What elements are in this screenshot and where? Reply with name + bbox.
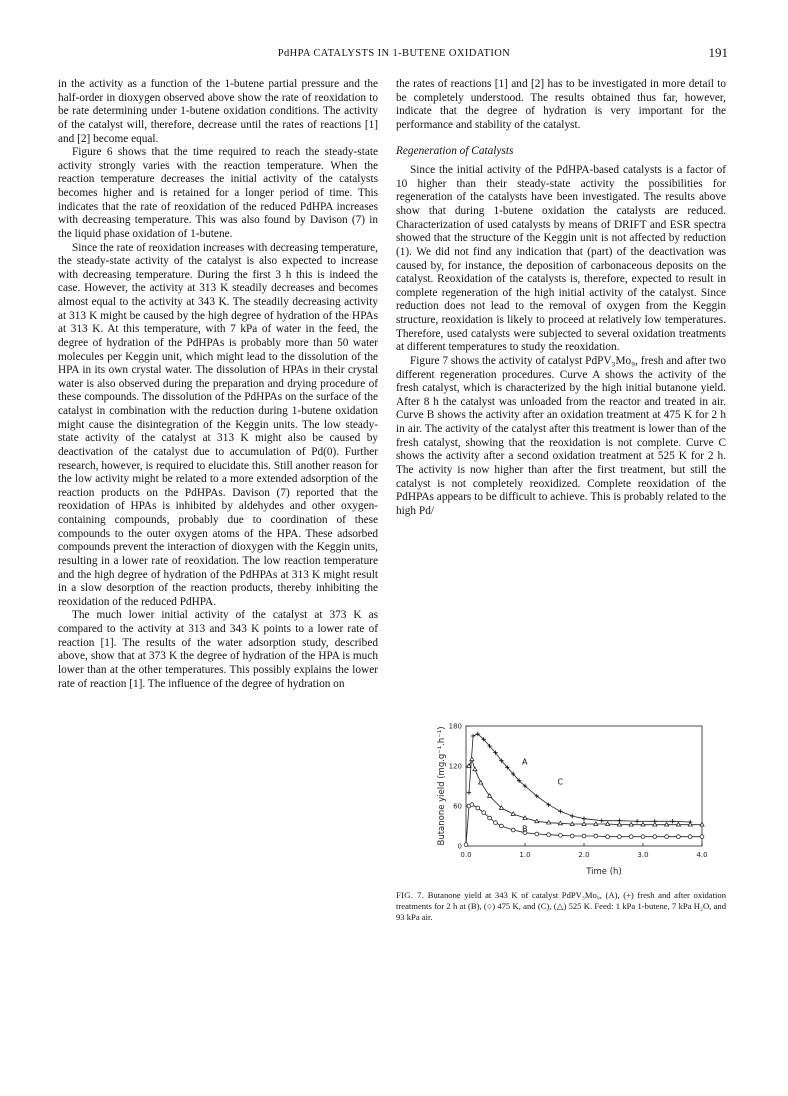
point-B bbox=[494, 821, 498, 825]
point-C bbox=[653, 822, 657, 826]
point-A bbox=[582, 816, 586, 820]
running-title: PdHPA CATALYSTS IN 1-BUTENE OXIDATION bbox=[277, 48, 511, 59]
point-B bbox=[618, 835, 622, 839]
curve-label-B: B bbox=[522, 824, 528, 834]
point-C bbox=[594, 822, 598, 826]
point-C bbox=[470, 757, 474, 761]
x-tick-label: 1.0 bbox=[519, 851, 531, 859]
point-C bbox=[641, 822, 645, 826]
point-C bbox=[606, 822, 610, 826]
point-A bbox=[670, 819, 674, 823]
point-B bbox=[547, 833, 551, 837]
point-A bbox=[570, 814, 574, 818]
point-B bbox=[470, 803, 474, 807]
point-B bbox=[570, 834, 574, 838]
point-B bbox=[594, 834, 598, 838]
page-number: 191 bbox=[708, 45, 728, 60]
point-B bbox=[488, 816, 492, 820]
point-B bbox=[677, 835, 681, 839]
x-tick-label: 4.0 bbox=[696, 851, 708, 859]
point-C bbox=[665, 822, 669, 826]
point-C bbox=[688, 822, 692, 826]
point-A bbox=[635, 819, 639, 823]
point-A bbox=[467, 790, 471, 794]
point-C bbox=[473, 767, 477, 771]
series-line-C bbox=[469, 759, 702, 824]
point-B bbox=[511, 828, 515, 832]
curve-label-C: C bbox=[557, 777, 564, 787]
right-column bbox=[396, 78, 726, 518]
caption-label: FIG. 7. bbox=[396, 890, 425, 900]
point-C bbox=[676, 822, 680, 826]
point-B bbox=[559, 833, 563, 837]
x-tick-label: 0.0 bbox=[460, 851, 472, 859]
point-B bbox=[535, 832, 539, 836]
paragraph: Figure 6 shows that the time required to reach the steady-state activity strongly varies with the reaction temperature. When the reaction temperature decreases the initial activity of the catalysts becomes higher and is retained for a longer period of time. This indicates that the rate of reoxidation of the reduced PdHPA increases with decreasing temperature. This was also found by Davison (7) in the liquid phase oxidation of 1-butene. bbox=[58, 146, 378, 240]
point-B bbox=[641, 835, 645, 839]
x-tick-label: 3.0 bbox=[637, 851, 649, 859]
section-heading: Regeneration of Catalysts bbox=[396, 144, 514, 157]
point-C bbox=[582, 822, 586, 826]
paragraph: The much lower initial activity of the catalyst at 373 K as compared to the activity at 313 and 343 K points to a lower rate of reaction [1]. The results of the water adsorption study, described above, show that at 373 K the degree of hydration of the HPA is much lower than at the other temperatures. This possibly explains the lower rate of reaction [1]. The influence of the degree of hydration on bbox=[58, 609, 378, 690]
point-A bbox=[558, 809, 562, 813]
point-C bbox=[700, 822, 704, 826]
caption-text: Butanone yield at 343 K of catalyst PdPV₃Mo₉, (A), (+) fresh and after oxidation treatments for 2 h at (B), (○) 475 K, and (C), (△) 525 K. Feed: 1 kPa 1-butene, 7 kPa H₂O, and 93 kPa air. bbox=[396, 890, 726, 923]
figure-caption bbox=[396, 890, 726, 924]
paragraph: Since the initial activity of the PdHPA-based catalysts is a factor of 10 higher than their steady-state activity the possibilities for regeneration of the catalysts have been investigated. The results above show that during 1-butene oxidation the catalysts are reduced. Characterization of used catalysts by means of DRIFT and ESR spectra showed that the structure of the Keggin unit is not affected by reduction (1). We did not find any indication that (part) of the deactivation was caused by, for instance, the deposition of carbonaceous deposits on the catalyst. Reoxidation of the catalysts is, therefore, expected to result in complete regeneration of the high initial activity of the catalyst. Since reduction does not lead to the removal of oxygen from the Keggin structure, reoxidation is likely to proceed at relatively low temperatures. Therefore, used catalysts were subjected to several oxidation treatments at different temperatures to study the reoxidation. bbox=[396, 164, 726, 354]
point-B bbox=[464, 843, 468, 847]
paragraph: in the activity as a function of the 1-butene partial pressure and the half-order in dioxygen observed above show the rate of reoxidation to be rate determining under 1-butene oxidation conditions. The activity of the catalyst will, therefore, decrease until the rates of reactions [1] and [2] become equal. bbox=[58, 78, 378, 145]
point-B bbox=[629, 835, 633, 839]
paragraph: the rates of reactions [1] and [2] has to be investigated in more detail to be completely understood. The results obtained thus far, however, indicate that the degree of hydration is very important for the performance and stability of the catalyst. bbox=[396, 78, 726, 131]
point-A bbox=[600, 818, 604, 822]
y-tick-label: 60 bbox=[453, 802, 462, 811]
point-B bbox=[476, 806, 480, 810]
point-C bbox=[629, 822, 633, 826]
point-B bbox=[688, 835, 692, 839]
y-tick-label: 180 bbox=[448, 722, 462, 731]
butanone-yield-chart bbox=[396, 718, 726, 888]
y-tick-label: 120 bbox=[448, 762, 462, 771]
point-B bbox=[500, 824, 504, 828]
y-tick-label: 0 bbox=[457, 842, 462, 851]
curve-label-A: A bbox=[522, 757, 528, 767]
page-header bbox=[0, 44, 788, 64]
figure-7 bbox=[396, 718, 726, 888]
paragraph: Figure 7 shows the activity of catalyst PdPV₃Mo₉, fresh and after two different regeneration procedures. Curve A shows the activity of the fresh catalyst, which is characterized by the high initial butanone yield. After 8 h the catalyst was unloaded from the reactor and treated in air. Curve B shows the activity after an oxidation treatment at 475 K for 2 h in air. The activity of the catalyst after this treatment is lower than of the fresh catalyst, showing that the reoxidation is not complete. Curve C shows the activity after a second oxidation treatment at 525 K for 2 h. The activity is now higher than after the first treatment, but still the catalyst is not completely reoxidized. Complete reoxidation of the PdHPAs appears to be difficult to achieve. This is probably related to the high Pd/ bbox=[396, 354, 726, 517]
left-column bbox=[58, 78, 378, 691]
point-B bbox=[582, 834, 586, 838]
point-B bbox=[653, 835, 657, 839]
x-tick-label: 2.0 bbox=[578, 851, 590, 859]
x-axis-label: Time (h) bbox=[586, 867, 622, 877]
paragraph: Since the rate of reoxidation increases with decreasing temperature, the steady-state activity of the catalyst is also expected to increase with decreasing temperature. During the first 3 h this is indeed the case. However, the activity at 313 K steadily decreases and becomes almost equal to the activity at 343 K. The steadily decreasing activity at 313 K might be caused by the high degree of hydration of the HPAs at 313 K. At this temperature, with 7 kPa of water in the feed, the degree of hydration of the PdHPAs is probably more than 50 water molecules per Keggin unit, which might lead to the dissolution of the HPA in its own crystal water. The dissolution of HPAs in their crystal water is also observed during the preparation and drying procedure of these compounds. The dissolution of the PdHPAs on the surface of the catalyst in combination with the reduction during 1-butene oxidation might cause the disintegration of the Keggin units. The low steady-state activity of the catalyst at 313 K might also be caused by deactivation of the catalyst due to accumulation of Pd(0). Further research, however, is required to elucidate this. Still another reason for the low activity might be related to a more extended adsorption of the reaction products on the PdHPAs. Davison (7) reported that the reoxidation of HPAs is inhibited by aldehydes and other oxygen-containing compounds, probably due to coordination of these compounds to the outer oxygen atoms of the HPA. These adsorbed compounds prevent the interaction of dioxygen with the Keggin units, resulting in a lower rate of reoxidation. The low reaction temperature and the high degree of hydration of the PdHPAs at 313 K might result in a slow desorption of the reaction products, thereby inhibiting the reoxidation of the reduced PdHPA. bbox=[58, 241, 378, 608]
point-B bbox=[700, 835, 704, 839]
point-C bbox=[479, 780, 483, 784]
point-C bbox=[467, 764, 471, 768]
y-axis-label: Butanone yield (mg.g⁻¹.h⁻¹) bbox=[437, 726, 447, 846]
point-B bbox=[606, 835, 610, 839]
point-B bbox=[665, 835, 669, 839]
point-A bbox=[471, 734, 475, 738]
point-B bbox=[482, 811, 486, 815]
